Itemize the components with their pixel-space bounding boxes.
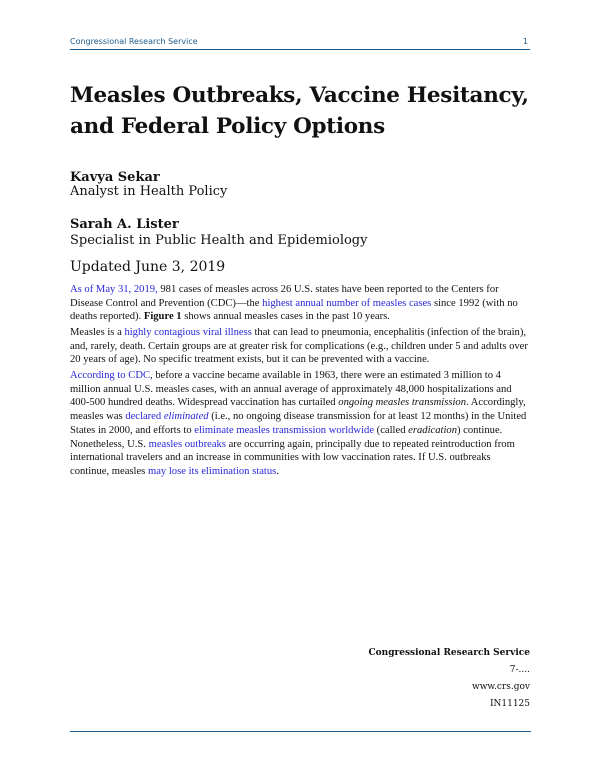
footer-org: Congressional Research Service bbox=[368, 648, 530, 658]
author-name: Sarah A. Lister bbox=[70, 217, 179, 232]
link-as-of-may-31[interactable]: As of May 31, 2019, bbox=[70, 284, 158, 295]
body-text: (called bbox=[374, 424, 409, 436]
link-eliminate-worldwide[interactable]: eliminate measles transmission worldwide bbox=[194, 424, 375, 436]
paragraph-3 bbox=[70, 369, 532, 479]
link-according-to-cdc[interactable]: According to CDC bbox=[70, 370, 151, 381]
author-role: Specialist in Public Health and Epidemiology bbox=[70, 233, 368, 248]
page-number: 1 bbox=[522, 37, 528, 46]
paragraph-1 bbox=[70, 283, 532, 324]
body-text: ) continue. Nonetheless, U.S. bbox=[70, 424, 503, 450]
footer-divider bbox=[70, 731, 531, 732]
page-header bbox=[70, 37, 530, 50]
footer-code: 7-.... bbox=[509, 665, 530, 675]
body-text: are occurring again, principally due to repeated reintroduction from international travelers and an increase in communities with low vaccination rates. If U.S. outbreaks continue, measles bbox=[70, 438, 515, 477]
author-name: Kavya Sekar bbox=[70, 170, 160, 185]
link-lose-elimination-status[interactable]: may lose its elimination status bbox=[147, 465, 277, 477]
body-text: . Accordingly, measles was bbox=[70, 397, 526, 423]
footer-info bbox=[368, 645, 530, 713]
body-text: shows annual measles cases in the past 10 years. bbox=[181, 311, 390, 323]
author-role: Analyst in Health Policy bbox=[70, 184, 228, 199]
link-text: declared bbox=[125, 411, 164, 423]
body-text: , before a vaccine became available in 1963, there were an estimated 3 million to 4 million annual U.S. measles cases, with an annual average of approximately 48,000 hospitalizations and 400-500 hundred deaths. Widespread vaccination has curtailed bbox=[70, 370, 512, 409]
document-title: Measles Outbreaks, Vaccine Hesitancy, and Federal Policy Options bbox=[70, 83, 529, 139]
body-text: 981 cases of measles across 26 U.S. states have been reported to the Centers for Disease Control and Prevention (CDC)—the bbox=[70, 284, 499, 309]
link-highest-annual-cases[interactable]: highest annual number of measles cases bbox=[262, 297, 432, 309]
body-text: Measles is a bbox=[70, 327, 125, 338]
paragraph-2 bbox=[70, 326, 532, 367]
link-measles-outbreaks[interactable]: measles outbreaks bbox=[148, 438, 226, 450]
link-declared-eliminated[interactable] bbox=[125, 411, 208, 422]
header-org: Congressional Research Service bbox=[70, 37, 198, 46]
emphasis-text: eradication bbox=[408, 424, 457, 436]
link-text-italic: eliminated bbox=[163, 411, 209, 423]
footer-website: www.crs.gov bbox=[472, 682, 530, 692]
link-highly-contagious[interactable]: highly contagious viral illness bbox=[124, 327, 252, 338]
body-text: since 1992 (with no deaths reported). bbox=[70, 297, 518, 323]
body-text: . bbox=[276, 465, 279, 477]
footer-report-id: IN11125 bbox=[489, 699, 530, 709]
emphasis-text: ongoing measles transmission bbox=[338, 397, 466, 409]
body-text: that can lead to pneumonia, encephalitis (infection of the brain), and, rarely, death. Certain groups are at greater risk for complications (e.g., children under 5 and adults over 20 years of age). No specific treatment exists, but it can be prevented with a vaccine. bbox=[70, 327, 528, 366]
body-text: (i.e., no ongoing disease transmission for at least 12 months) in the United States in 2000, and efforts to bbox=[70, 411, 527, 436]
updated-date: Updated June 3, 2019 bbox=[70, 259, 226, 275]
figure-reference: Figure 1 bbox=[143, 311, 182, 323]
